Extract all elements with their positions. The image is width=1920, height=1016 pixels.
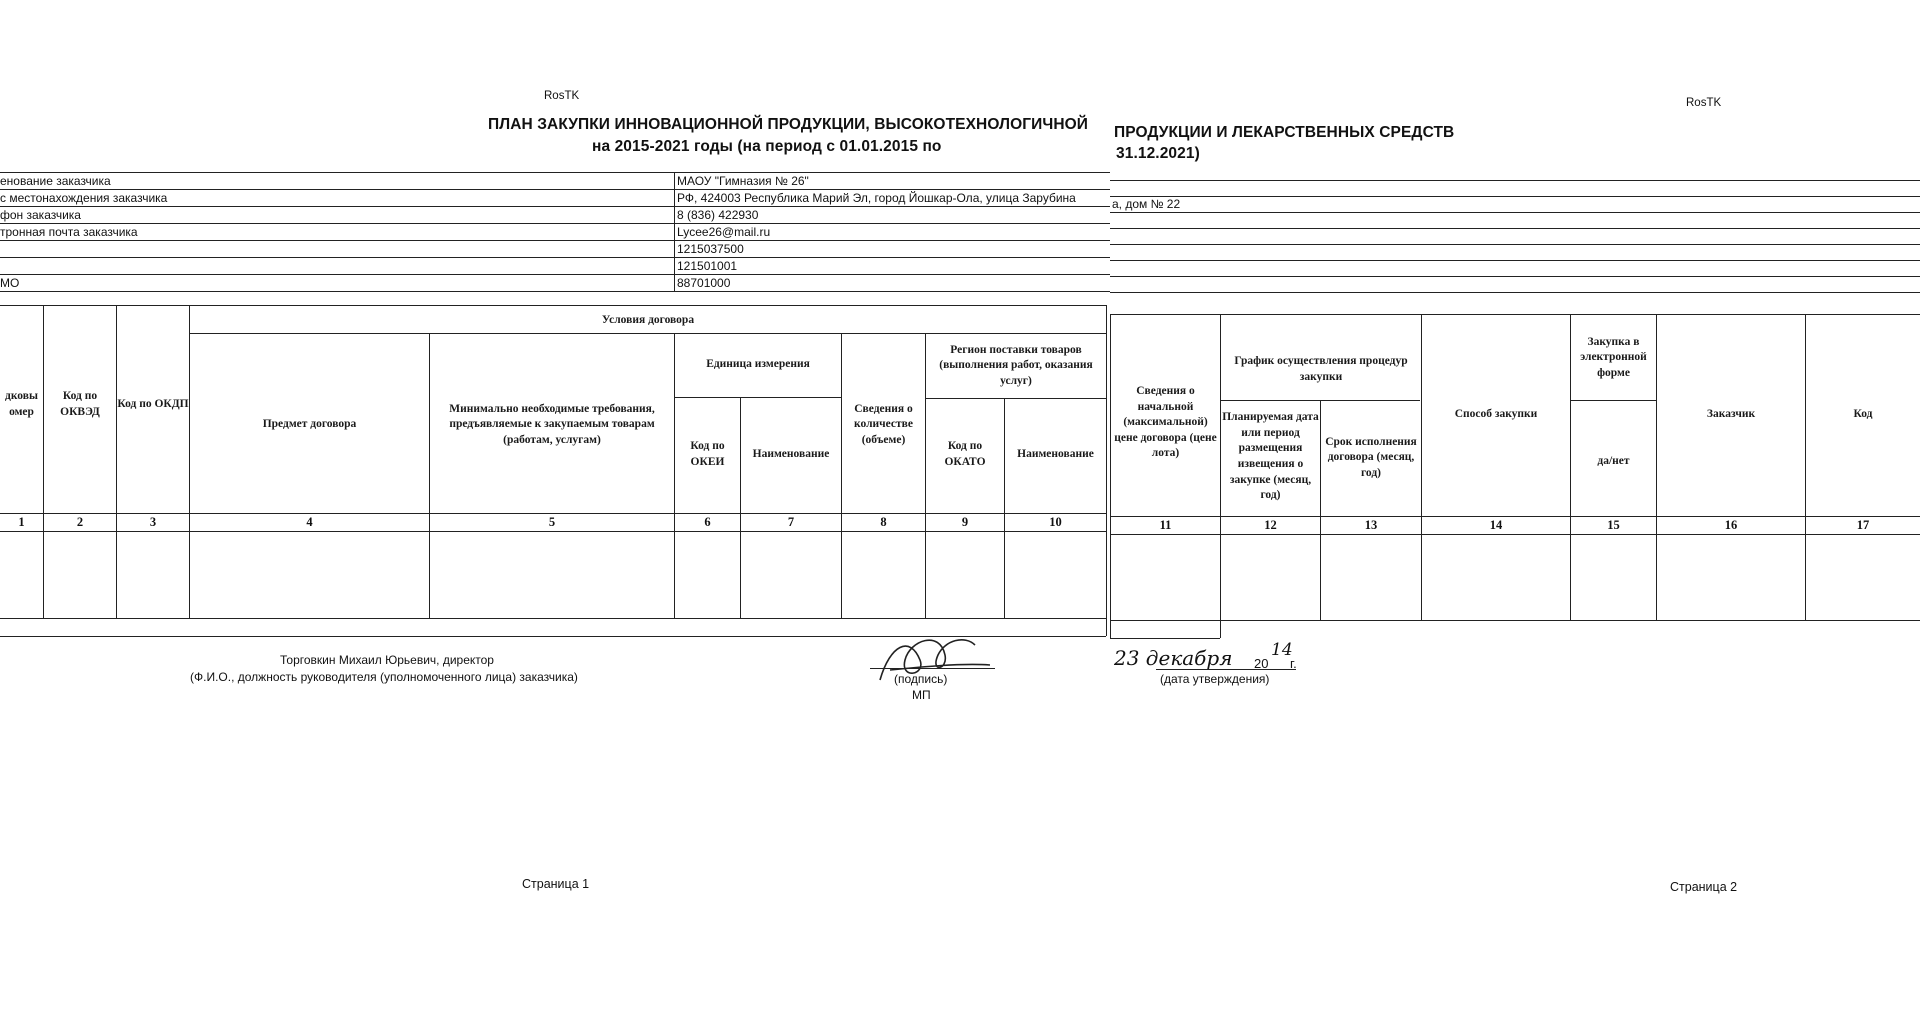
info-value-email: Lycee26@mail.ru (677, 225, 771, 239)
signer-caption: (Ф.И.О., должность руководителя (уполномоченного лица) заказчика) (190, 670, 578, 684)
col-header-conditions: Условия договора (601, 314, 695, 327)
col-number: 5 (548, 514, 556, 529)
title-line1-right: ПРОДУКЦИИ И ЛЕКАРСТВЕННЫХ СРЕДСТВ (1114, 124, 1455, 141)
col-header-yes-no: да/нет (1597, 455, 1630, 468)
page-label-right: Страница 2 (1670, 880, 1738, 894)
col-header-unit: Единица измерения (706, 358, 810, 371)
col-header-region-name: Наименование (1017, 448, 1094, 461)
col-header-initial-price: Сведения о начальной (максимальной) цене договора (цене лота) (1114, 385, 1217, 460)
col-number: 3 (149, 514, 157, 529)
info-value-phone: 8 (836) 422930 (677, 208, 759, 222)
col-header-subject: Предмет договора (262, 418, 357, 431)
col-number: 1 (18, 514, 25, 529)
title-line2-left: на 2015-2021 годы (на период с 01.01.2015 по (592, 138, 942, 155)
col-header-okato: Код по ОКАТО (944, 440, 986, 468)
col-number: 11 (1159, 517, 1172, 532)
approval-year-suffix: г. (1290, 656, 1297, 671)
approval-date-caption: (дата утверждения) (1160, 672, 1270, 686)
col-header-customer: Заказчик (1706, 408, 1756, 421)
stamp-caption: МП (912, 688, 931, 702)
col-number: 14 (1489, 517, 1503, 532)
info-label-okato: МО (0, 276, 20, 290)
title-line1-left: ПЛАН ЗАКУПКИ ИННОВАЦИОННОЙ ПРОДУКЦИИ, ВЫСОКОТЕХНОЛОГИЧНОЙ (488, 116, 1089, 133)
col-header-notice-date: Планируемая дата или период размещения извещения о закупке (месяц, год) (1222, 411, 1319, 502)
col-header-requirements: Минимально необходимые требования, предъявляемые к закупаемым товарам (работам, услугам) (449, 402, 655, 446)
col-number: 4 (306, 514, 313, 529)
col-header-okved: Код по ОКВЭД (60, 390, 100, 418)
signature-caption: (подпись) (894, 672, 948, 686)
info-value-oktmo: 88701000 (677, 276, 731, 290)
approval-date-handwritten: 23 декабря (1114, 646, 1233, 670)
col-number: 13 (1364, 517, 1378, 532)
col-header-okei: Код по ОКЕИ (690, 440, 725, 468)
approval-year-prefix: 20 (1254, 656, 1269, 671)
col-header-okdp: Код по ОКДП (117, 398, 189, 411)
info-label-email: тронная почта заказчика (0, 225, 138, 239)
title-line2-right: 31.12.2021) (1116, 145, 1200, 162)
signer-name: Торговкин Михаил Юрьевич, директор (280, 653, 494, 667)
col-number: 17 (1856, 517, 1870, 532)
col-number: 10 (1049, 514, 1062, 529)
col-number: 15 (1607, 517, 1620, 532)
col-number: 7 (787, 514, 795, 529)
info-label-phone: фон заказчика (0, 208, 81, 222)
col-header-contract-term: Срок исполнения договора (месяц, год) (1325, 435, 1417, 479)
col-number: 2 (76, 514, 84, 529)
rostk-mark-left: RosTK (544, 90, 580, 102)
col-number: 9 (961, 514, 969, 529)
col-header-region: Регион поставки товаров (выполнения работ, оказания услуг) (939, 343, 1093, 387)
col-header-code: Код (1853, 408, 1873, 421)
info-value-kpp: 121501001 (677, 259, 738, 273)
info-label-address: с местонахождения заказчика (0, 191, 168, 205)
rostk-mark-right: RosTK (1686, 97, 1722, 109)
col-header-schedule: График осуществления процедур закупки (1234, 355, 1408, 383)
col-number: 8 (880, 514, 887, 529)
info-value-customer-name: МАОУ "Гимназия № 26" (677, 174, 809, 188)
col-number: 12 (1264, 517, 1277, 532)
info-value-inn: 1215037500 (677, 242, 744, 256)
info-value-address-cont: а, дом № 22 (1112, 197, 1181, 211)
col-header-number: дковы омер (5, 390, 38, 418)
info-value-address: РФ, 424003 Республика Марий Эл, город Йошкар-Ола, улица Зарубина (677, 191, 1076, 205)
page-label-left: Страница 1 (522, 877, 590, 891)
col-header-quantity: Сведения о количестве (объеме) (854, 402, 913, 446)
col-number: 6 (704, 514, 711, 529)
col-header-electronic: Закупка в электронной форме (1580, 335, 1647, 379)
col-header-unit-name: Наименование (752, 448, 830, 461)
approval-year-handwritten: 14 (1271, 640, 1293, 660)
col-header-method: Способ закупки (1454, 408, 1538, 421)
col-number: 16 (1724, 517, 1738, 532)
info-label-customer-name: енование заказчика (0, 174, 111, 188)
